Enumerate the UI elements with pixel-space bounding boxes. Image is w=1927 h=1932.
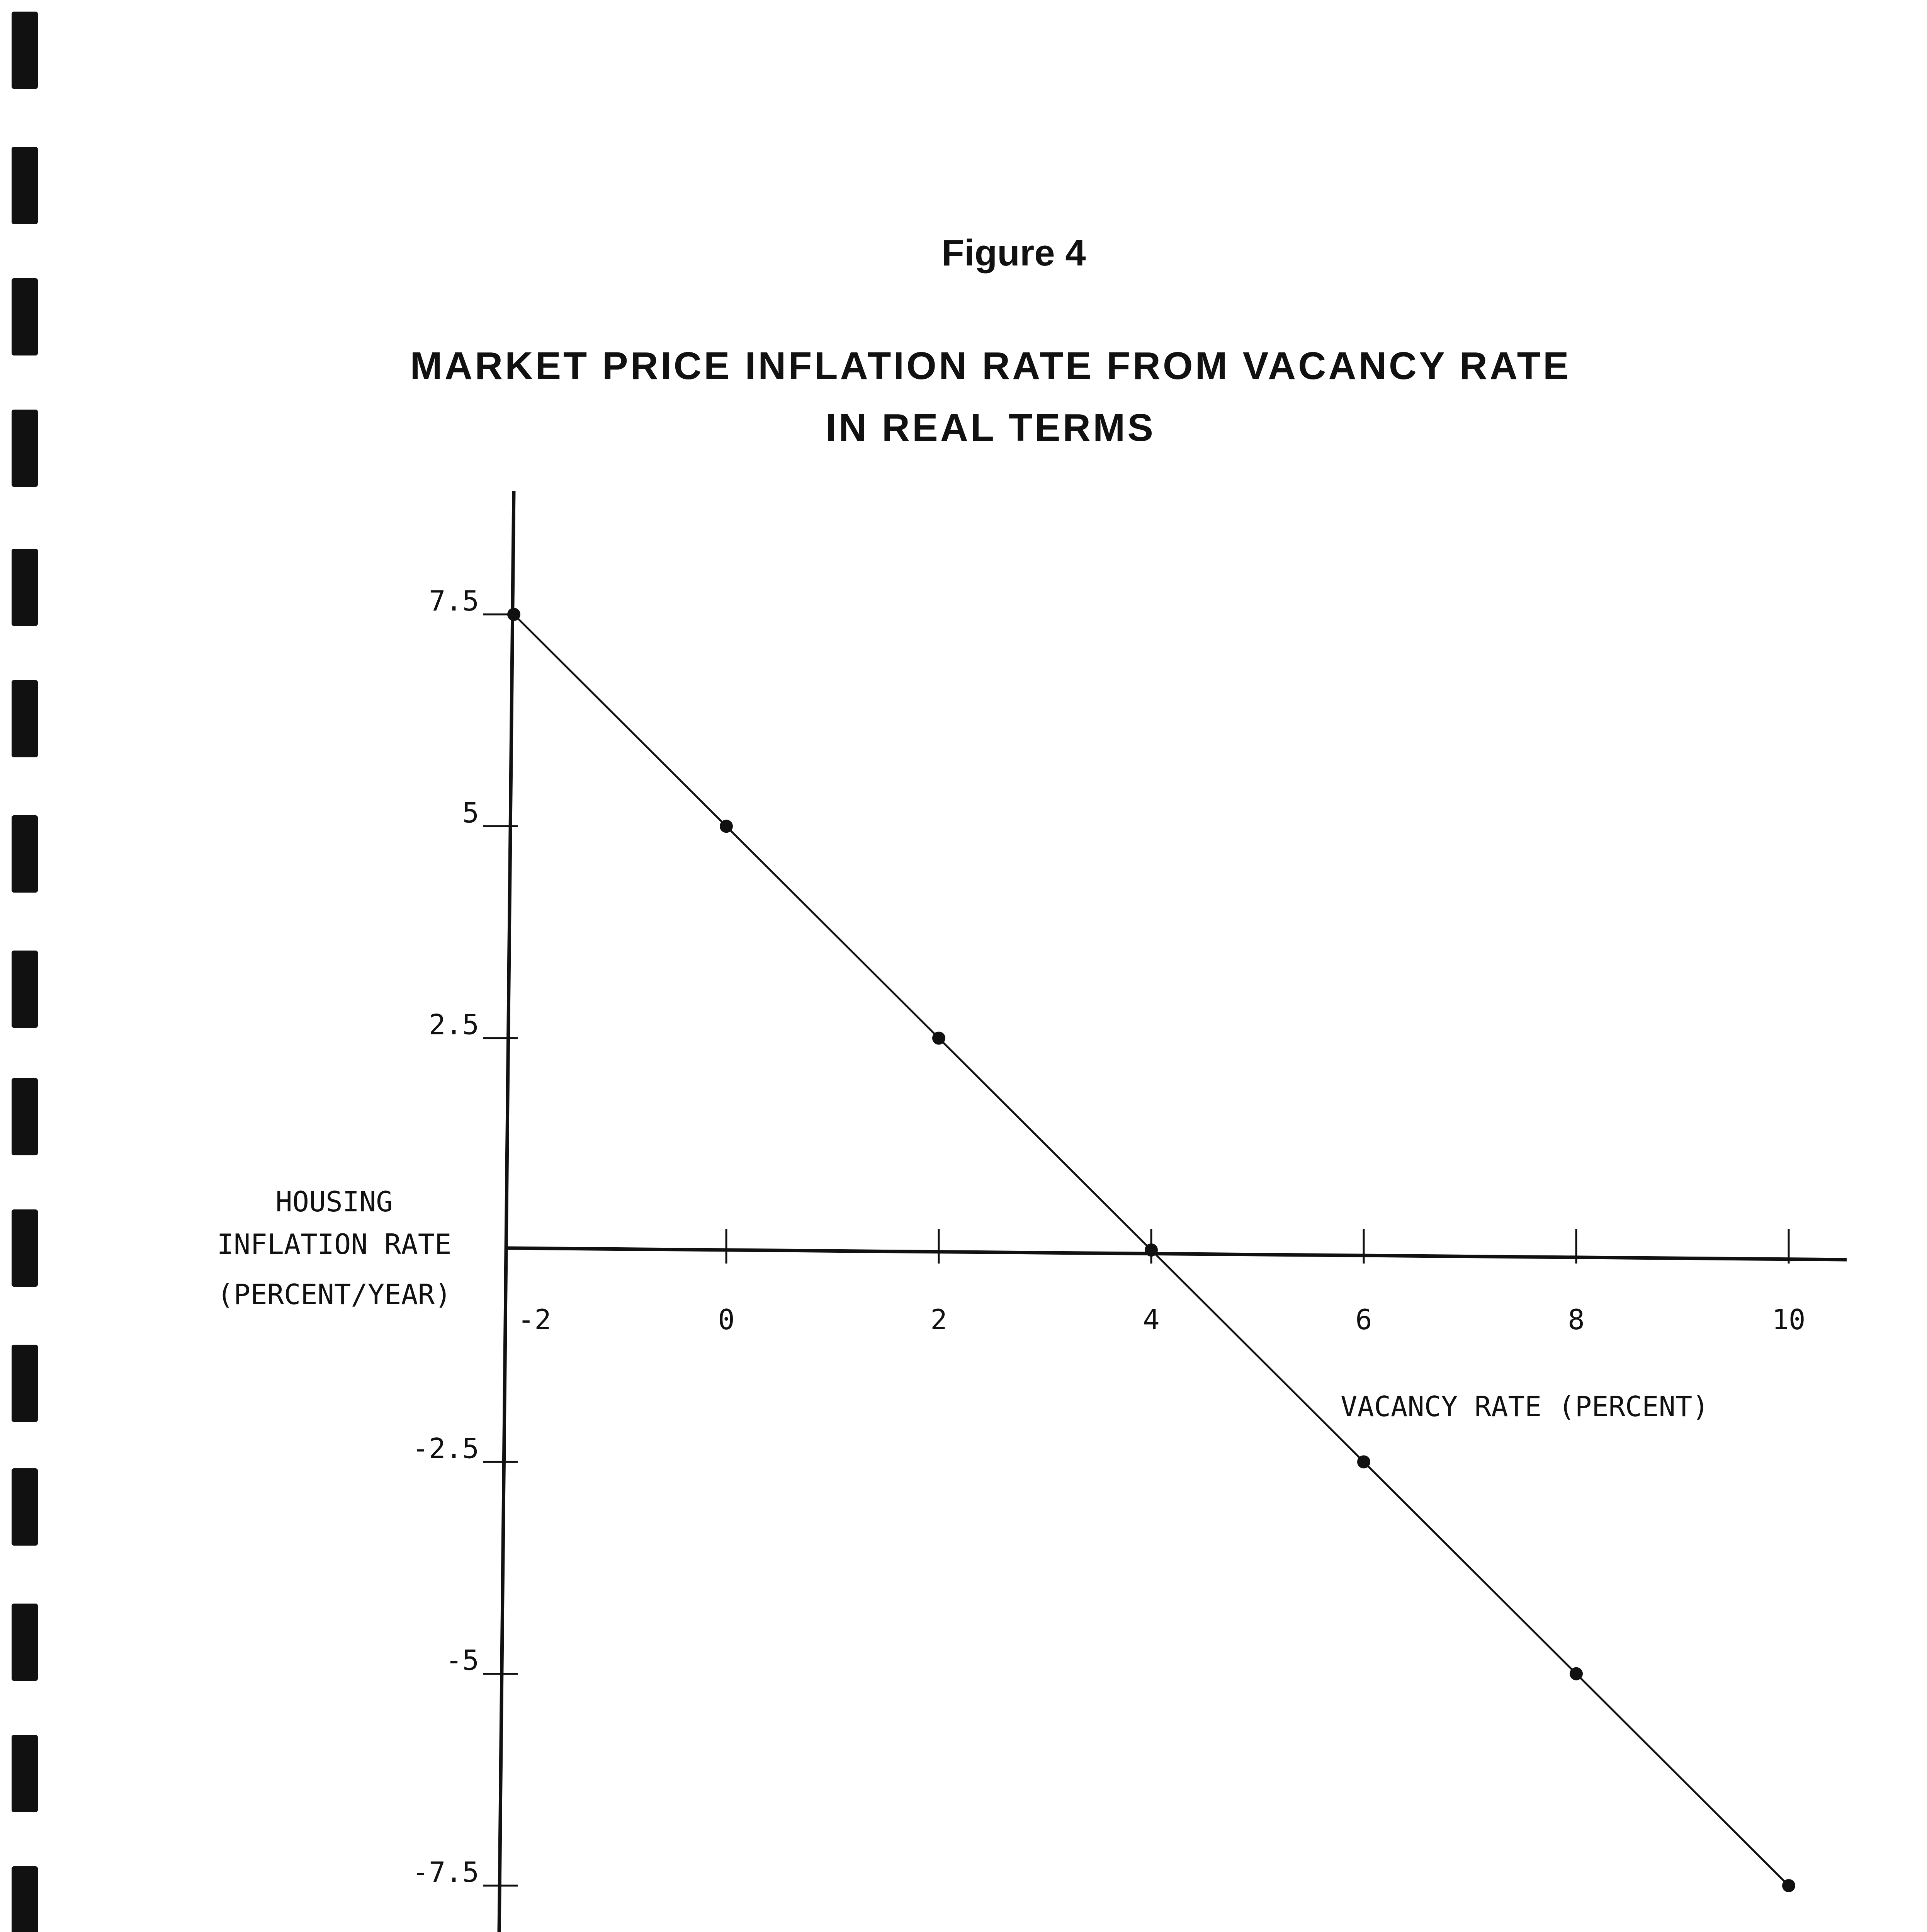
chart-title-line2: IN REAL TERMS (826, 406, 1156, 449)
data-point (507, 608, 520, 621)
data-point (720, 820, 733, 833)
y-tick-label: 2.5 (428, 1008, 479, 1041)
y-tick-label: -5 (445, 1644, 479, 1677)
y-tick-label: -2.5 (412, 1432, 479, 1465)
x-tick-label: 10 (1772, 1303, 1806, 1336)
data-point (1782, 1879, 1795, 1892)
y-tick-label: 7.5 (428, 585, 479, 617)
y-tick-label: -7.5 (412, 1856, 479, 1888)
figure-label: Figure 4 (941, 232, 1086, 274)
chart-title-line1: MARKET PRICE INFLATION RATE FROM VACANCY RATE (410, 344, 1571, 388)
x-tick-label: 8 (1568, 1303, 1585, 1336)
x-axis-line (506, 1248, 1847, 1260)
x-axis-label: VACANCY RATE (PERCENT) (1341, 1390, 1709, 1423)
data-point (1145, 1243, 1158, 1257)
x-tick-label: 2 (930, 1303, 947, 1336)
data-point (1570, 1667, 1583, 1680)
x-tick-label: 4 (1143, 1303, 1160, 1336)
y-axis-label: (PERCENT/YEAR) (217, 1278, 452, 1311)
x-tick-label: 0 (718, 1303, 735, 1336)
x-tick-label: -2 (518, 1303, 551, 1336)
y-axis-label: HOUSING (275, 1185, 393, 1218)
y-axis-line (498, 491, 514, 1932)
data-point (932, 1032, 945, 1045)
y-axis-label: INFLATION RATE (217, 1228, 452, 1260)
y-tick-label: 5 (462, 796, 479, 829)
data-point (1357, 1455, 1370, 1468)
x-tick-label: 6 (1355, 1303, 1372, 1336)
